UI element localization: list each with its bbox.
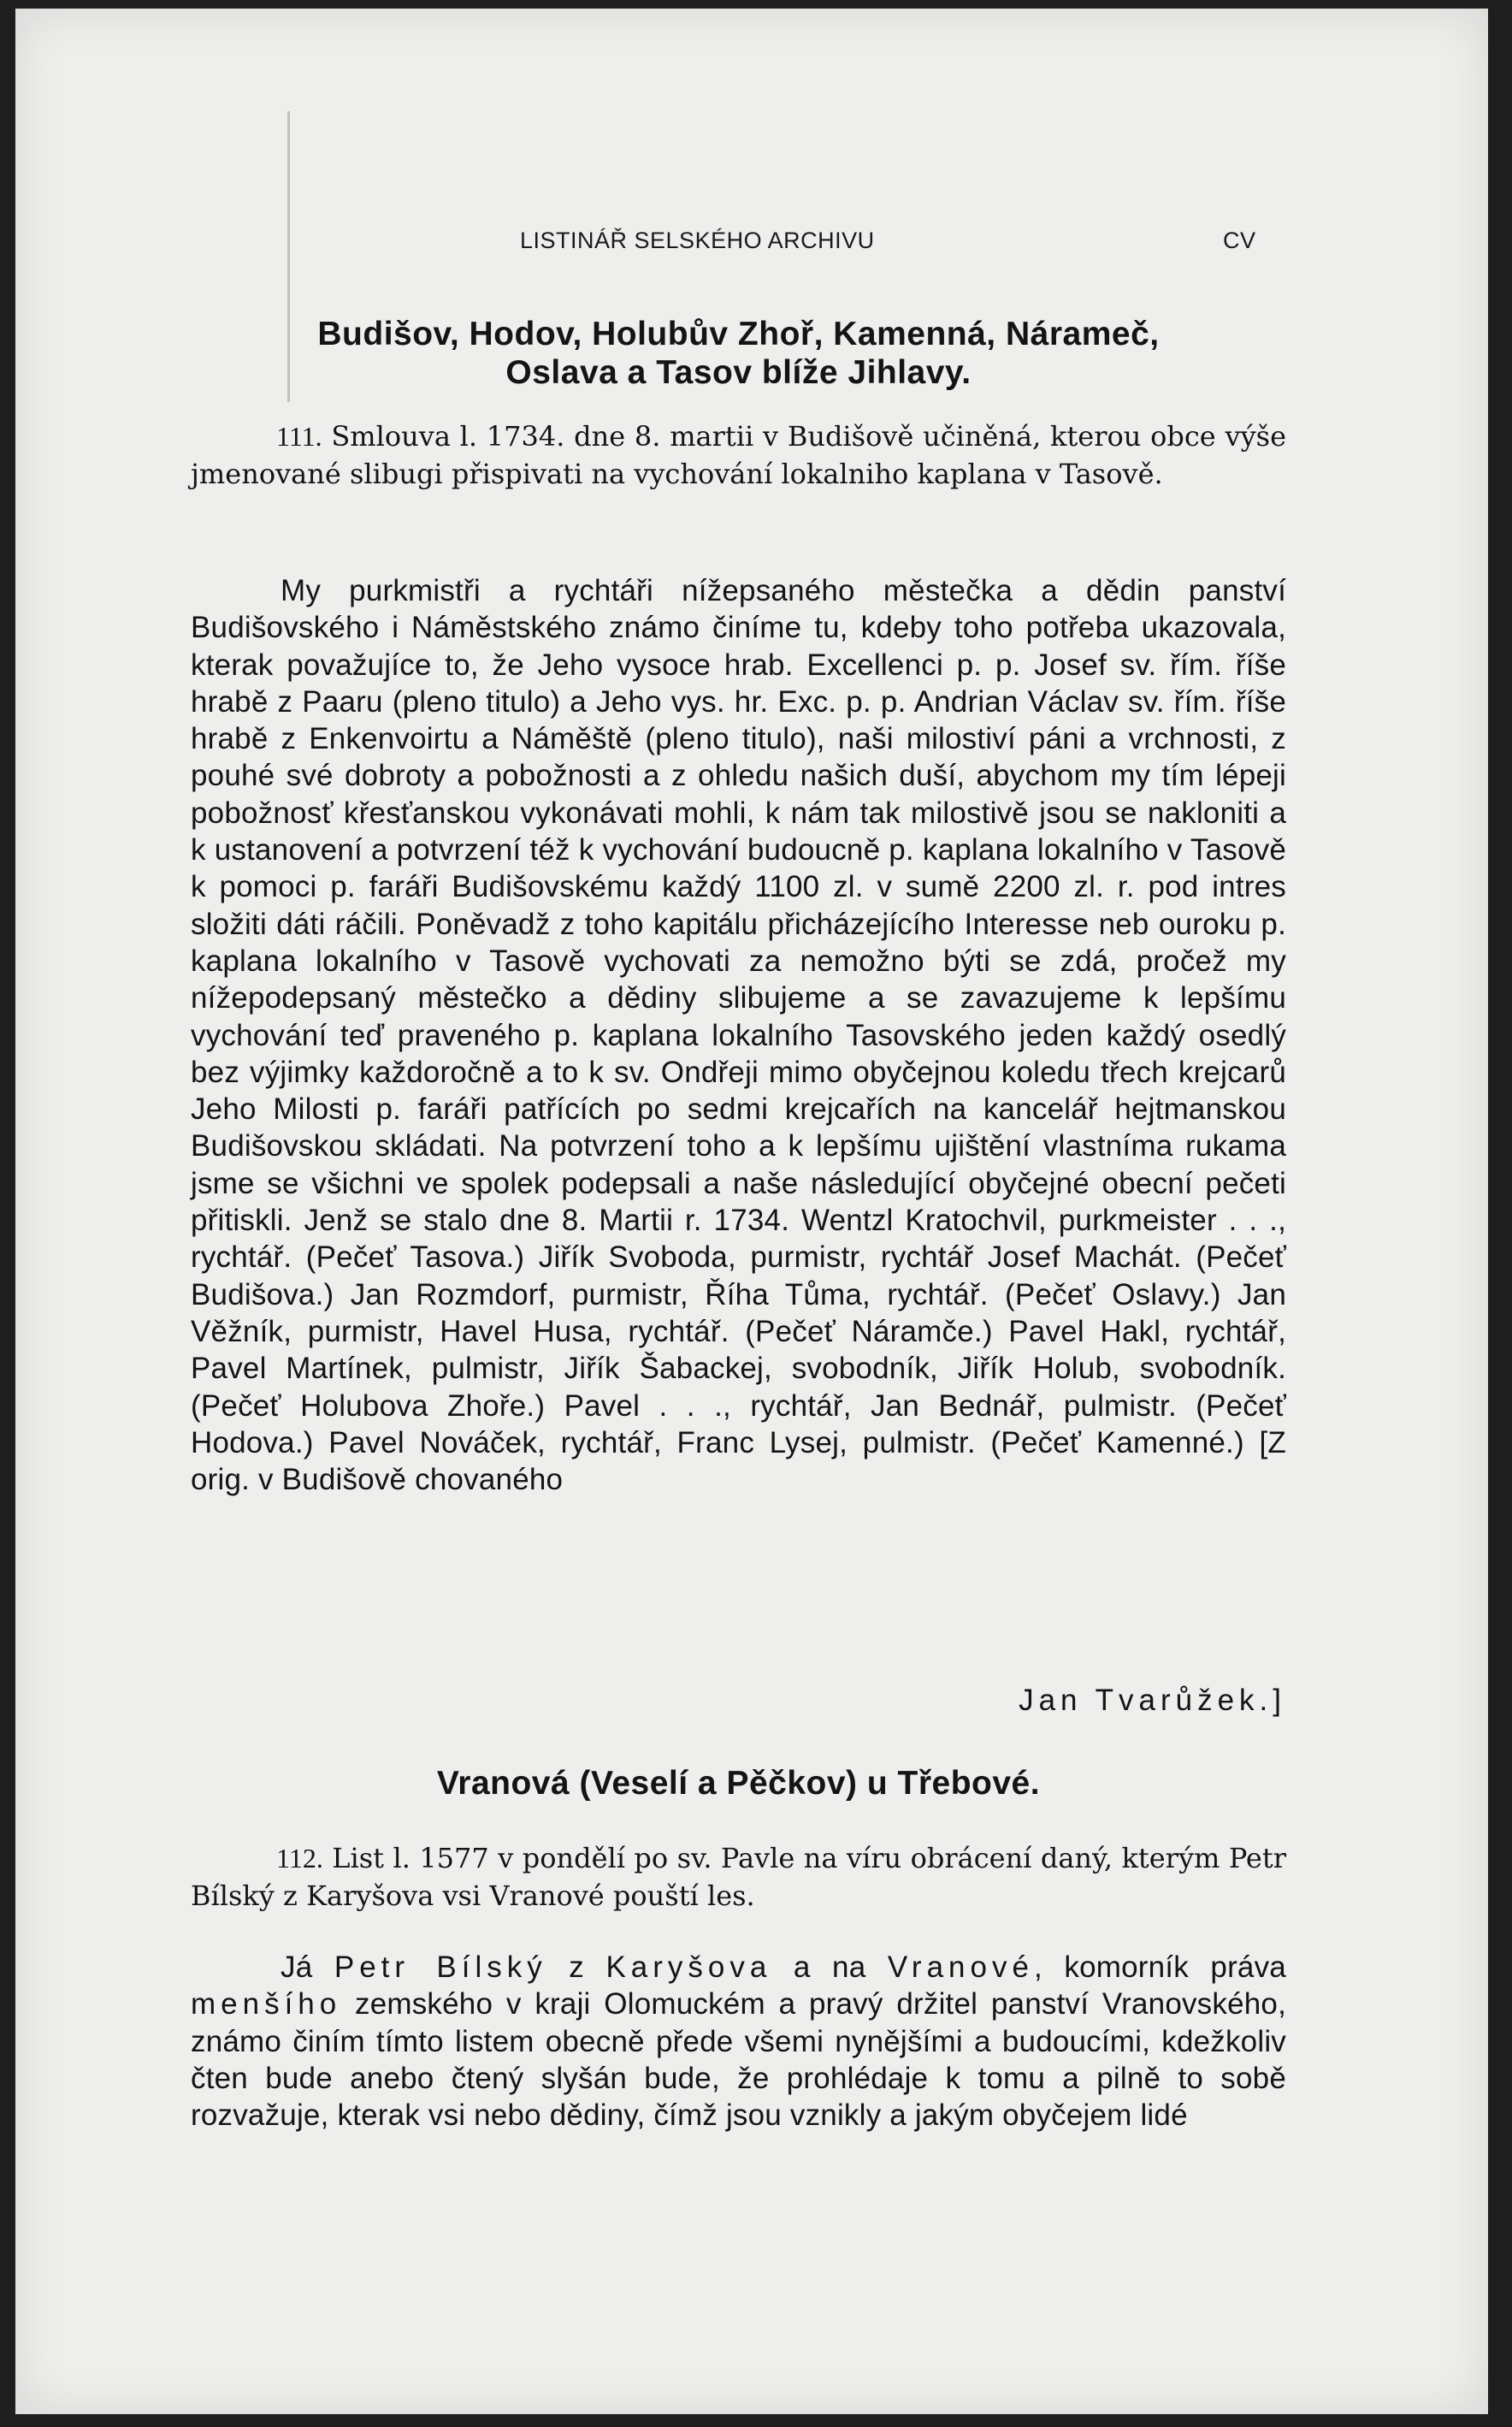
document-number: 112. [276,1843,323,1874]
body-text: zemského v kraji Olomuckém a pravý držitel panství Vranovského, známo činím tímto listem obecně přede všemi nynějšími a budoucími, kdežkoliv čten bude anebo čtený slyšán bude, že prohlédaje k tomu a pilně to sobě rozvažuje, kterak vsi nebo dědiny, čímž jsou vznikly a jakým obyčejem lidé [191,1987,1286,2133]
document-112-title [191,1839,1286,1915]
document-title: Smlouva l. 1734. dne 8. martii v Budišově učiněná, kterou obce výše jmenované slibugi přispivati na vychování lokalniho kaplana v Tasově. [191,420,1287,490]
section-heading-line-2: Oslava a Tasov blíže Jihlavy. [505,354,972,391]
running-title: LISTINÁŘ SELSKÉHO ARCHIVU [520,228,875,253]
page-number: CV [1223,228,1256,253]
section-111-heading [191,315,1286,392]
spaced-place: Karyšova [605,1950,772,1984]
document-111-title [191,417,1286,493]
body-text: Já [281,1950,334,1984]
spaced-place: Vranové [887,1950,1034,1984]
spaced-name: Petr Bílský [334,1950,547,1984]
spaced-word: menšího [191,1987,342,2022]
signature: Jan Tvarůžek.] [1019,1684,1286,1717]
document-112-body [191,1949,1286,2134]
body-text: , komorník práva [1033,1950,1286,1984]
section-112-heading [191,1764,1286,1802]
document-title: List l. 1577 v pondělí po sv. Pavle na víru obrácení daný, kterým Petr Bílský z Karyšova vsi Vranové pouští les. [191,1842,1287,1912]
document-number: 111. [276,421,322,452]
body-text: z [546,1950,606,1984]
scanned-page [15,9,1488,2414]
body-text: a na [771,1950,888,1984]
section-heading: Vranová (Veselí a Pěčkov) u Třebové. [436,1765,1041,1802]
section-heading-line-1: Budišov, Hodov, Holubův Zhoř, Kamenná, Náramеč, [317,316,1160,352]
document-111-body: My purkmistři a rychtáři nížepsaného městečka a dědin panství Budišovského i Náměstského známo činíme tu, kdeby toho potřeba ukazovala, kterak považujíce to, že Jeho vysoce hrab. Excellenci p. p. Josef sv. řím. říše hrabě z Paaru (pleno titulo) a Jeho vys. hr. Exc. p. p. Andrian Václav sv. řím. říše hrabě z Enkenvoirtu a Náměště (pleno titulo), naši milostiví páni a vrchnosti, z pouhé své dobroty a pobožnosti a z ohledu našich duší, abychom my tím lépeji pobožnosť křesťanskou vykonávati mohli, k nám tak milostivě jsou se nakloniti a k ustanovení a potvrzení též k vychování budoucně p. kaplana lokalního v Tasově k pomoci p. faráři Budišovskému každý 1100 zl. v sumě 2200 zl. r. pod intres složiti dáti ráčili. Poněvadž z toho kapitálu přicházejícího Interesse neb ouroku p. kaplana lokalního v Tasově vychovati za nemožno býti se zdá, pročež my nížepodepsaný městečko a dědiny slibujeme a se zavazujeme k lepšímu vychování teď praveného p. kaplana lokalního Tasovského jeden každý osedlý bez výjimky každoročně a to k sv. Ondřeji mimo obyčejnou koledu třech krejcarů Jeho Milosti p. faráři patřících po sedmi krejcařích na kancelář hejtmanskou Budišovskou skládati. Na potvrzení toho a k lepšímu ujištění vlastníma rukama jsme se všichni ve spolek podepsali a naše následující obyčejné obecní pečeti přitiskli. Jenž se stalo dne 8. Martii r. 1734. Wentzl Kratochvil, purkmeister . . ., rychtář. (Pečeť Tasova.) Jiřík Svoboda, purmistr, rychtář Josef Machát. (Pečeť Budišova.) Jan Rozmdorf, purmistr, Říha Tůma, rychtář. (Pečeť Oslavy.) Jan Věžník, purmistr, Havel Husa, rychtář. (Pečeť Náramče.) Pavel Hakl, rychtář, Pavel Martínek, pulmistr, Jiřík Šabackej, svobodník, Jiřík Holub, svobodník. (Pečeť Holubova Zhoře.) Pavel . . ., rychtář, Jan Bednář, pulmistr. (Pečeť Hodova.) Pavel Nováček, rychtář, Franc Lysej, pulmistr. (Pečeť Kamenné.) [Z orig. v Budišově chovaného [191,574,1286,1497]
